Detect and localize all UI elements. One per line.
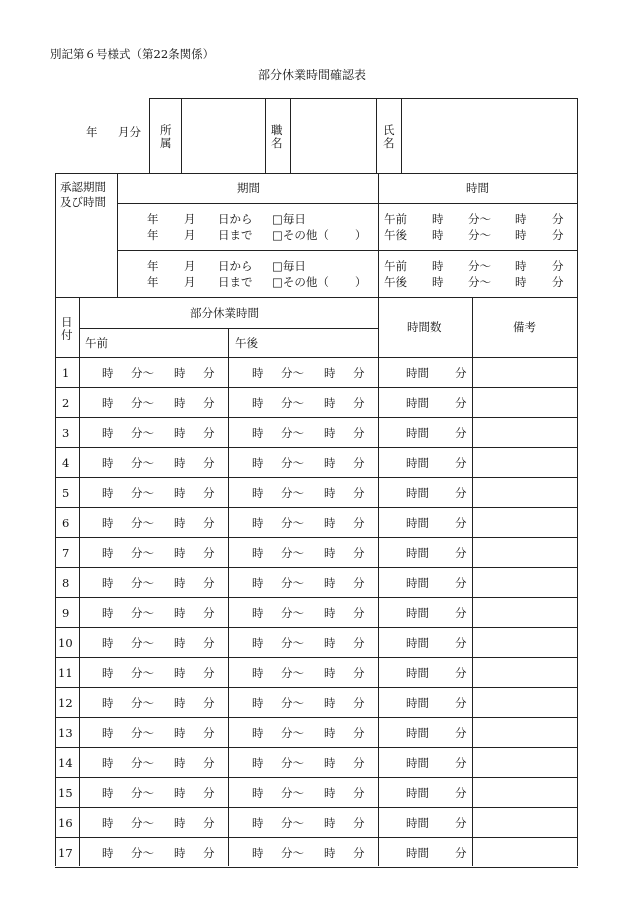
remarks-cell[interactable]: [473, 718, 576, 747]
time-unit-label: 分: [203, 636, 215, 650]
time-unit-label: 分～: [131, 426, 154, 440]
form-label: 別記第６号様式（第22条関係）: [50, 47, 215, 61]
time-unit-label: 分～: [281, 756, 304, 770]
time-unit-label: 時: [324, 636, 336, 650]
time-unit-label: 時: [252, 576, 264, 590]
time-unit-label: 時: [252, 816, 264, 830]
time-unit-label: 分～: [131, 366, 154, 380]
time-unit-label: 時: [102, 396, 114, 410]
time-unit-label: 分: [455, 846, 467, 860]
time-unit-label: 時間: [406, 456, 429, 470]
time-unit-label: 分～: [131, 576, 154, 590]
remarks-cell[interactable]: [473, 778, 576, 807]
time-unit-label: 分: [455, 516, 467, 530]
remarks-cell[interactable]: [473, 418, 576, 447]
remarks-cell[interactable]: [473, 388, 576, 417]
time-unit-label: 時: [324, 726, 336, 740]
time-unit-label: 分: [353, 396, 365, 410]
time-unit-label: 時: [102, 606, 114, 620]
time-unit-label: 時: [252, 606, 264, 620]
time-unit-label: 時: [174, 696, 186, 710]
time-unit-label: 分～: [281, 696, 304, 710]
time-unit-label: 分: [353, 666, 365, 680]
time-unit-label: 時: [324, 396, 336, 410]
time-unit-label: 分～: [281, 816, 304, 830]
remarks-cell[interactable]: [473, 748, 576, 777]
time-unit-label: 時: [174, 816, 186, 830]
day-number: 5: [62, 486, 70, 500]
time-unit-label: 時: [252, 366, 264, 380]
time-unit-label: 時: [252, 456, 264, 470]
time-unit-label: 時: [102, 636, 114, 650]
time-unit-label: 分～: [131, 456, 154, 470]
time-unit-label: 時間: [406, 546, 429, 560]
time-unit-label: 時: [174, 726, 186, 740]
time-unit-label: 分～: [131, 546, 154, 560]
approval-label-1: 承認期間: [60, 180, 106, 194]
day-number: 16: [58, 816, 73, 830]
time-unit-label: 分～: [131, 756, 154, 770]
time-unit-label: 分: [203, 366, 215, 380]
time-unit-label: 時: [252, 846, 264, 860]
time-unit-label: 分: [455, 486, 467, 500]
time-unit-label: 分: [353, 756, 365, 770]
time-unit-label: 分: [455, 366, 467, 380]
time-unit-label: 分: [353, 576, 365, 590]
time-unit-label: 時: [252, 636, 264, 650]
time-unit-label: 分: [203, 576, 215, 590]
time-unit-label: 時: [252, 756, 264, 770]
daily-checkbox[interactable]: □毎日: [272, 259, 306, 273]
time-unit-label: 時間: [406, 516, 429, 530]
day-number: 6: [62, 516, 70, 530]
time-unit-label: 分: [455, 546, 467, 560]
time-unit-label: 時: [324, 456, 336, 470]
time-unit-label: 時間: [406, 396, 429, 410]
time-unit-label: 分～: [281, 846, 304, 860]
time-unit-label: 分～: [281, 426, 304, 440]
affiliation-field[interactable]: [182, 99, 264, 172]
time-unit-label: 時: [324, 786, 336, 800]
day-number: 7: [62, 546, 70, 560]
time-header: 時間: [466, 181, 489, 195]
day-number: 1: [62, 366, 70, 380]
time-unit-label: 時間: [406, 786, 429, 800]
time-unit-label: 時: [324, 696, 336, 710]
time-unit-label: 分: [455, 816, 467, 830]
time-unit-label: 時間: [406, 636, 429, 650]
time-unit-label: 時: [324, 516, 336, 530]
time-unit-label: 時: [102, 486, 114, 500]
time-unit-label: 分: [353, 636, 365, 650]
remarks-cell[interactable]: [473, 688, 576, 717]
time-unit-label: 時: [102, 666, 114, 680]
time-unit-label: 分: [203, 786, 215, 800]
remarks-cell[interactable]: [473, 628, 576, 657]
time-unit-label: 時: [102, 816, 114, 830]
day-number: 13: [58, 726, 73, 740]
day-number: 15: [58, 786, 73, 800]
position-field[interactable]: [291, 99, 375, 172]
time-unit-label: 時: [324, 366, 336, 380]
time-unit-label: 分～: [131, 696, 154, 710]
time-unit-label: 分: [203, 426, 215, 440]
time-unit-label: 分: [353, 426, 365, 440]
time-unit-label: 分～: [131, 666, 154, 680]
time-unit-label: 時: [174, 456, 186, 470]
year-label: 年: [86, 125, 98, 139]
time-unit-label: 時: [102, 546, 114, 560]
time-unit-label: 時: [102, 726, 114, 740]
day-number: 14: [58, 756, 73, 770]
time-unit-label: 時: [324, 846, 336, 860]
time-unit-label: 分～: [281, 396, 304, 410]
time-unit-label: 分: [203, 666, 215, 680]
time-unit-label: 分: [203, 756, 215, 770]
time-unit-label: 分～: [281, 456, 304, 470]
time-unit-label: 時: [102, 426, 114, 440]
remarks-cell[interactable]: [473, 808, 576, 837]
day-number: 12: [58, 696, 73, 710]
time-unit-label: 分～: [131, 486, 154, 500]
time-unit-label: 時間: [406, 846, 429, 860]
time-unit-label: 分: [353, 726, 365, 740]
time-unit-label: 分: [353, 846, 365, 860]
time-unit-label: 分～: [131, 786, 154, 800]
date-header: 日付: [61, 315, 73, 342]
form-title: 部分休業時間確認表: [258, 68, 367, 82]
time-unit-label: 時: [252, 666, 264, 680]
time-unit-label: 分～: [281, 636, 304, 650]
time-unit-label: 分: [455, 786, 467, 800]
position-label: 職名: [271, 123, 283, 150]
time-unit-label: 時: [174, 516, 186, 530]
day-number: 17: [58, 846, 73, 860]
day-number: 11: [58, 666, 73, 680]
time-unit-label: 分: [455, 636, 467, 650]
time-unit-label: 時: [174, 486, 186, 500]
time-unit-label: 分: [455, 396, 467, 410]
time-unit-label: 時: [252, 546, 264, 560]
time-unit-label: 分: [353, 456, 365, 470]
time-unit-label: 時: [174, 396, 186, 410]
time-unit-label: 時: [174, 546, 186, 560]
time-unit-label: 分: [203, 546, 215, 560]
day-number: 9: [62, 606, 70, 620]
remarks-cell[interactable]: [473, 538, 576, 567]
time-unit-label: 時間: [406, 486, 429, 500]
time-unit-label: 時間: [406, 606, 429, 620]
time-unit-label: 時: [102, 366, 114, 380]
day-number: 4: [62, 456, 70, 470]
time-unit-label: 分: [353, 516, 365, 530]
time-unit-label: 分: [203, 486, 215, 500]
time-unit-label: 分～: [131, 606, 154, 620]
time-unit-label: 分～: [281, 606, 304, 620]
time-unit-label: 時: [174, 786, 186, 800]
time-unit-label: 分～: [131, 396, 154, 410]
time-unit-label: 分～: [131, 726, 154, 740]
time-unit-label: 時: [174, 366, 186, 380]
remarks-cell[interactable]: [473, 568, 576, 597]
time-unit-label: 分～: [281, 726, 304, 740]
remarks-cell[interactable]: [473, 478, 576, 507]
time-unit-label: 時: [174, 846, 186, 860]
time-unit-label: 時: [174, 606, 186, 620]
time-unit-label: 分: [455, 426, 467, 440]
time-unit-label: 分～: [131, 516, 154, 530]
time-unit-label: 分: [455, 456, 467, 470]
other-checkbox[interactable]: □その他（: [272, 275, 329, 289]
time-unit-label: 分～: [281, 546, 304, 560]
time-unit-label: 時: [102, 576, 114, 590]
time-unit-label: 時: [174, 636, 186, 650]
time-unit-label: 時: [174, 666, 186, 680]
time-unit-label: 時間: [406, 426, 429, 440]
period-header: 期間: [237, 181, 260, 195]
time-unit-label: 時間: [406, 726, 429, 740]
other-checkbox[interactable]: □その他（: [272, 228, 329, 242]
time-unit-label: 時: [324, 666, 336, 680]
remarks-cell[interactable]: [473, 508, 576, 537]
name-field[interactable]: [402, 99, 576, 172]
time-unit-label: 分: [455, 756, 467, 770]
time-unit-label: 分: [203, 816, 215, 830]
time-unit-label: 時: [252, 516, 264, 530]
time-unit-label: 時: [324, 426, 336, 440]
time-unit-label: 分～: [131, 846, 154, 860]
time-unit-label: 時: [102, 456, 114, 470]
affiliation-label: 所属: [160, 123, 172, 150]
remarks-cell[interactable]: [473, 658, 576, 687]
time-unit-label: 分～: [131, 816, 154, 830]
time-unit-label: 分: [353, 486, 365, 500]
time-unit-label: 分: [353, 786, 365, 800]
remarks-cell[interactable]: [473, 598, 576, 627]
time-unit-label: 分: [455, 576, 467, 590]
time-unit-label: 分～: [281, 666, 304, 680]
time-unit-label: 分: [203, 726, 215, 740]
time-unit-label: 時間: [406, 696, 429, 710]
day-number: 10: [58, 636, 73, 650]
time-unit-label: 時: [102, 756, 114, 770]
time-unit-label: 分: [455, 606, 467, 620]
time-unit-label: 時: [174, 756, 186, 770]
approval-label-2: 及び時間: [60, 195, 106, 209]
time-unit-label: 時: [324, 486, 336, 500]
time-unit-label: 時: [324, 546, 336, 560]
time-unit-label: 時: [102, 516, 114, 530]
time-unit-label: 分: [353, 366, 365, 380]
time-unit-label: 時間: [406, 666, 429, 680]
time-unit-label: 時: [324, 816, 336, 830]
time-unit-label: 分: [353, 606, 365, 620]
remarks-cell[interactable]: [473, 838, 576, 867]
time-unit-label: 分: [353, 816, 365, 830]
time-unit-label: 時: [324, 606, 336, 620]
time-unit-label: 分: [455, 726, 467, 740]
partial-leave-header: 部分休業時間: [190, 306, 259, 320]
time-unit-label: 時: [174, 426, 186, 440]
day-number: 2: [62, 396, 70, 410]
hours-header: 時間数: [407, 320, 442, 334]
remarks-cell[interactable]: [473, 358, 576, 387]
time-unit-label: 時: [252, 696, 264, 710]
name-label: 氏名: [383, 123, 395, 150]
pm-header: 午後: [235, 336, 258, 350]
remarks-cell[interactable]: [473, 448, 576, 477]
time-unit-label: 時: [252, 486, 264, 500]
time-unit-label: 時: [324, 576, 336, 590]
time-unit-label: 時間: [406, 756, 429, 770]
time-unit-label: 分～: [281, 576, 304, 590]
time-unit-label: 時間: [406, 576, 429, 590]
time-unit-label: 分: [353, 546, 365, 560]
time-unit-label: 分～: [281, 786, 304, 800]
time-unit-label: 時: [252, 726, 264, 740]
time-unit-label: 分: [203, 696, 215, 710]
time-unit-label: 時: [102, 786, 114, 800]
time-unit-label: 分: [203, 396, 215, 410]
time-unit-label: 時: [174, 576, 186, 590]
month-label: 月分: [118, 125, 141, 139]
time-unit-label: 分: [455, 666, 467, 680]
time-unit-label: 分～: [131, 636, 154, 650]
time-unit-label: 分: [203, 846, 215, 860]
time-unit-label: 分: [353, 696, 365, 710]
time-unit-label: 時: [252, 786, 264, 800]
am-header: 午前: [85, 336, 108, 350]
time-unit-label: 分: [203, 606, 215, 620]
time-unit-label: 分～: [281, 516, 304, 530]
time-unit-label: 分: [203, 456, 215, 470]
daily-checkbox[interactable]: □毎日: [272, 212, 306, 226]
time-unit-label: 分～: [281, 366, 304, 380]
time-unit-label: 時: [102, 696, 114, 710]
time-unit-label: 時: [252, 426, 264, 440]
time-unit-label: 分: [203, 516, 215, 530]
time-unit-label: 時間: [406, 366, 429, 380]
time-unit-label: 時: [252, 396, 264, 410]
day-number: 8: [62, 576, 70, 590]
time-unit-label: 時間: [406, 816, 429, 830]
day-number: 3: [62, 426, 70, 440]
time-unit-label: 分: [455, 696, 467, 710]
time-unit-label: 分～: [281, 486, 304, 500]
remarks-header: 備考: [513, 320, 536, 334]
time-unit-label: 時: [102, 846, 114, 860]
time-unit-label: 時: [324, 756, 336, 770]
